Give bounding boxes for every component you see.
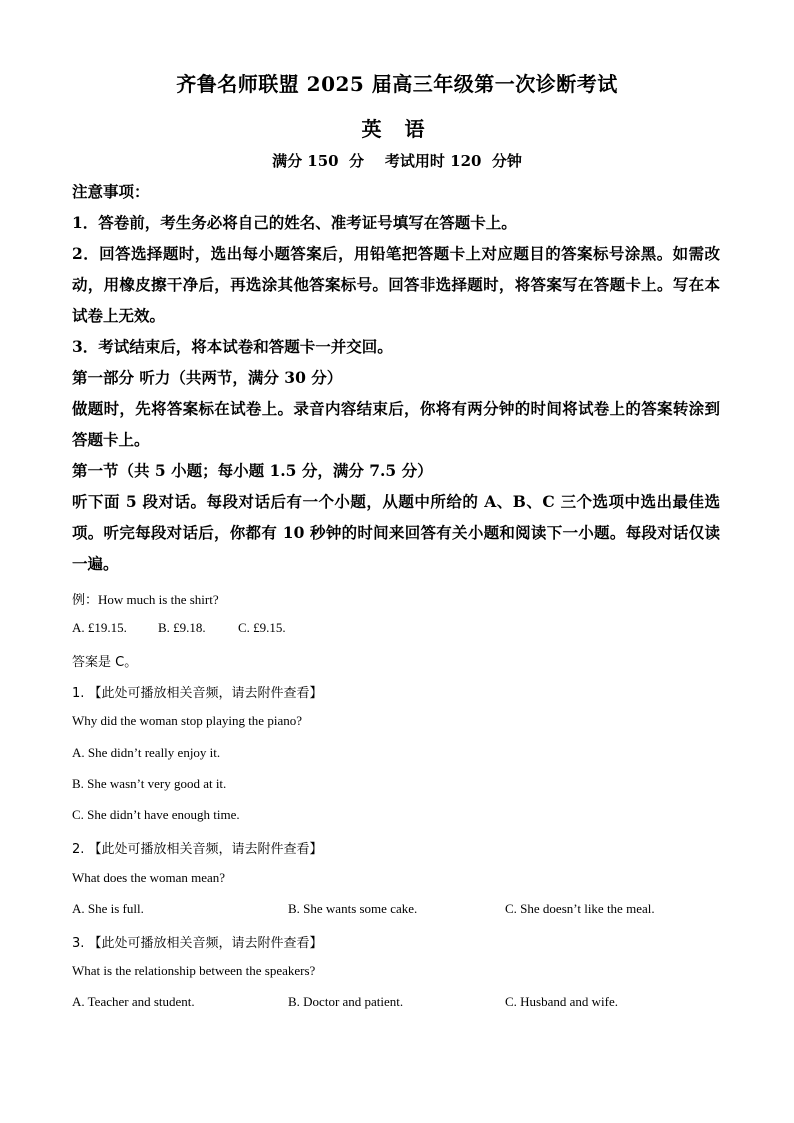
question-2-option-b: B. She wants some cake. xyxy=(288,901,418,916)
instructions-heading: 注意事项： xyxy=(72,182,150,201)
subject-heading: 英 语 xyxy=(361,117,433,141)
question-3-option-a: A. Teacher and student. xyxy=(72,994,195,1009)
instruction-item-3: 3．考试结束后，将本试卷和答题卡一并交回。 xyxy=(72,337,393,356)
question-2-option-c: C. She doesn’t like the meal. xyxy=(505,901,655,916)
example-option-c: C. £9.15. xyxy=(238,620,286,635)
section1-intro: 听下面 5 段对话。每段对话后有一个小题，从题中所给的 A、B、C 三个选项中选出最佳选项。听完每段对话后，你都有 10 秒钟的时间来回答有关小题和阅读下一小题。每段对话仅读一遍。 xyxy=(72,492,720,573)
part1-heading: 第一部分 听力（共两节，满分 30 分） xyxy=(72,368,343,387)
question-1-option-a: A. She didn’t really enjoy it. xyxy=(72,745,221,760)
example-option-b: B. £9.18. xyxy=(158,620,206,635)
section1-heading: 第一节（共 5 小题；每小题 1.5 分，满分 7.5 分） xyxy=(72,461,433,480)
question-1-option-b: B. She wasn’t very good at it. xyxy=(72,776,227,791)
exam-title: 齐鲁名师联盟 2025 届高三年级第一次诊断考试 xyxy=(176,72,618,96)
instruction-item-1: 1．答卷前，考生务必将自己的姓名、准考证号填写在答题卡上。 xyxy=(72,213,517,232)
question-2-option-a: A. She is full. xyxy=(72,901,144,916)
exam-meta: 满分 150 分 考试用时 120 分钟 xyxy=(272,152,522,170)
question-3: What is the relationship between the speakers? xyxy=(72,963,316,978)
question-1-option-c: C. She didn’t have enough time. xyxy=(72,807,240,822)
question-3-option-c: C. Husband and wife. xyxy=(505,994,619,1009)
question-3-option-b: B. Doctor and patient. xyxy=(288,994,404,1009)
example-option-a: A. £19.15. xyxy=(72,620,127,635)
example-question: 例：How much is the shirt? xyxy=(72,592,219,607)
part1-intro: 做题时，先将答案标在试卷上。录音内容结束后，你将有两分钟的时间将试卷上的答案转涂到答题卡上。 xyxy=(72,399,720,449)
question-1: Why did the woman stop playing the piano? xyxy=(72,713,302,728)
audio-placeholder-2[interactable]: 2. 【此处可播放相关音频，请去附件查看】 xyxy=(72,842,323,857)
audio-placeholder-3[interactable]: 3. 【此处可播放相关音频，请去附件查看】 xyxy=(72,936,323,951)
instruction-item-2: 2．回答选择题时，选出每小题答案后，用铅笔把答题卡上对应题目的答案标号涂黑。如需改动，用橡皮擦干净后，再选涂其他答案标号。回答非选择题时，将答案写在答题卡上。写在本试卷上无效。 xyxy=(72,244,720,325)
question-2: What does the woman mean? xyxy=(72,870,226,885)
audio-placeholder-1[interactable]: 1. 【此处可播放相关音频，请去附件查看】 xyxy=(72,686,323,701)
example-answer: 答案是 C。 xyxy=(72,655,138,670)
